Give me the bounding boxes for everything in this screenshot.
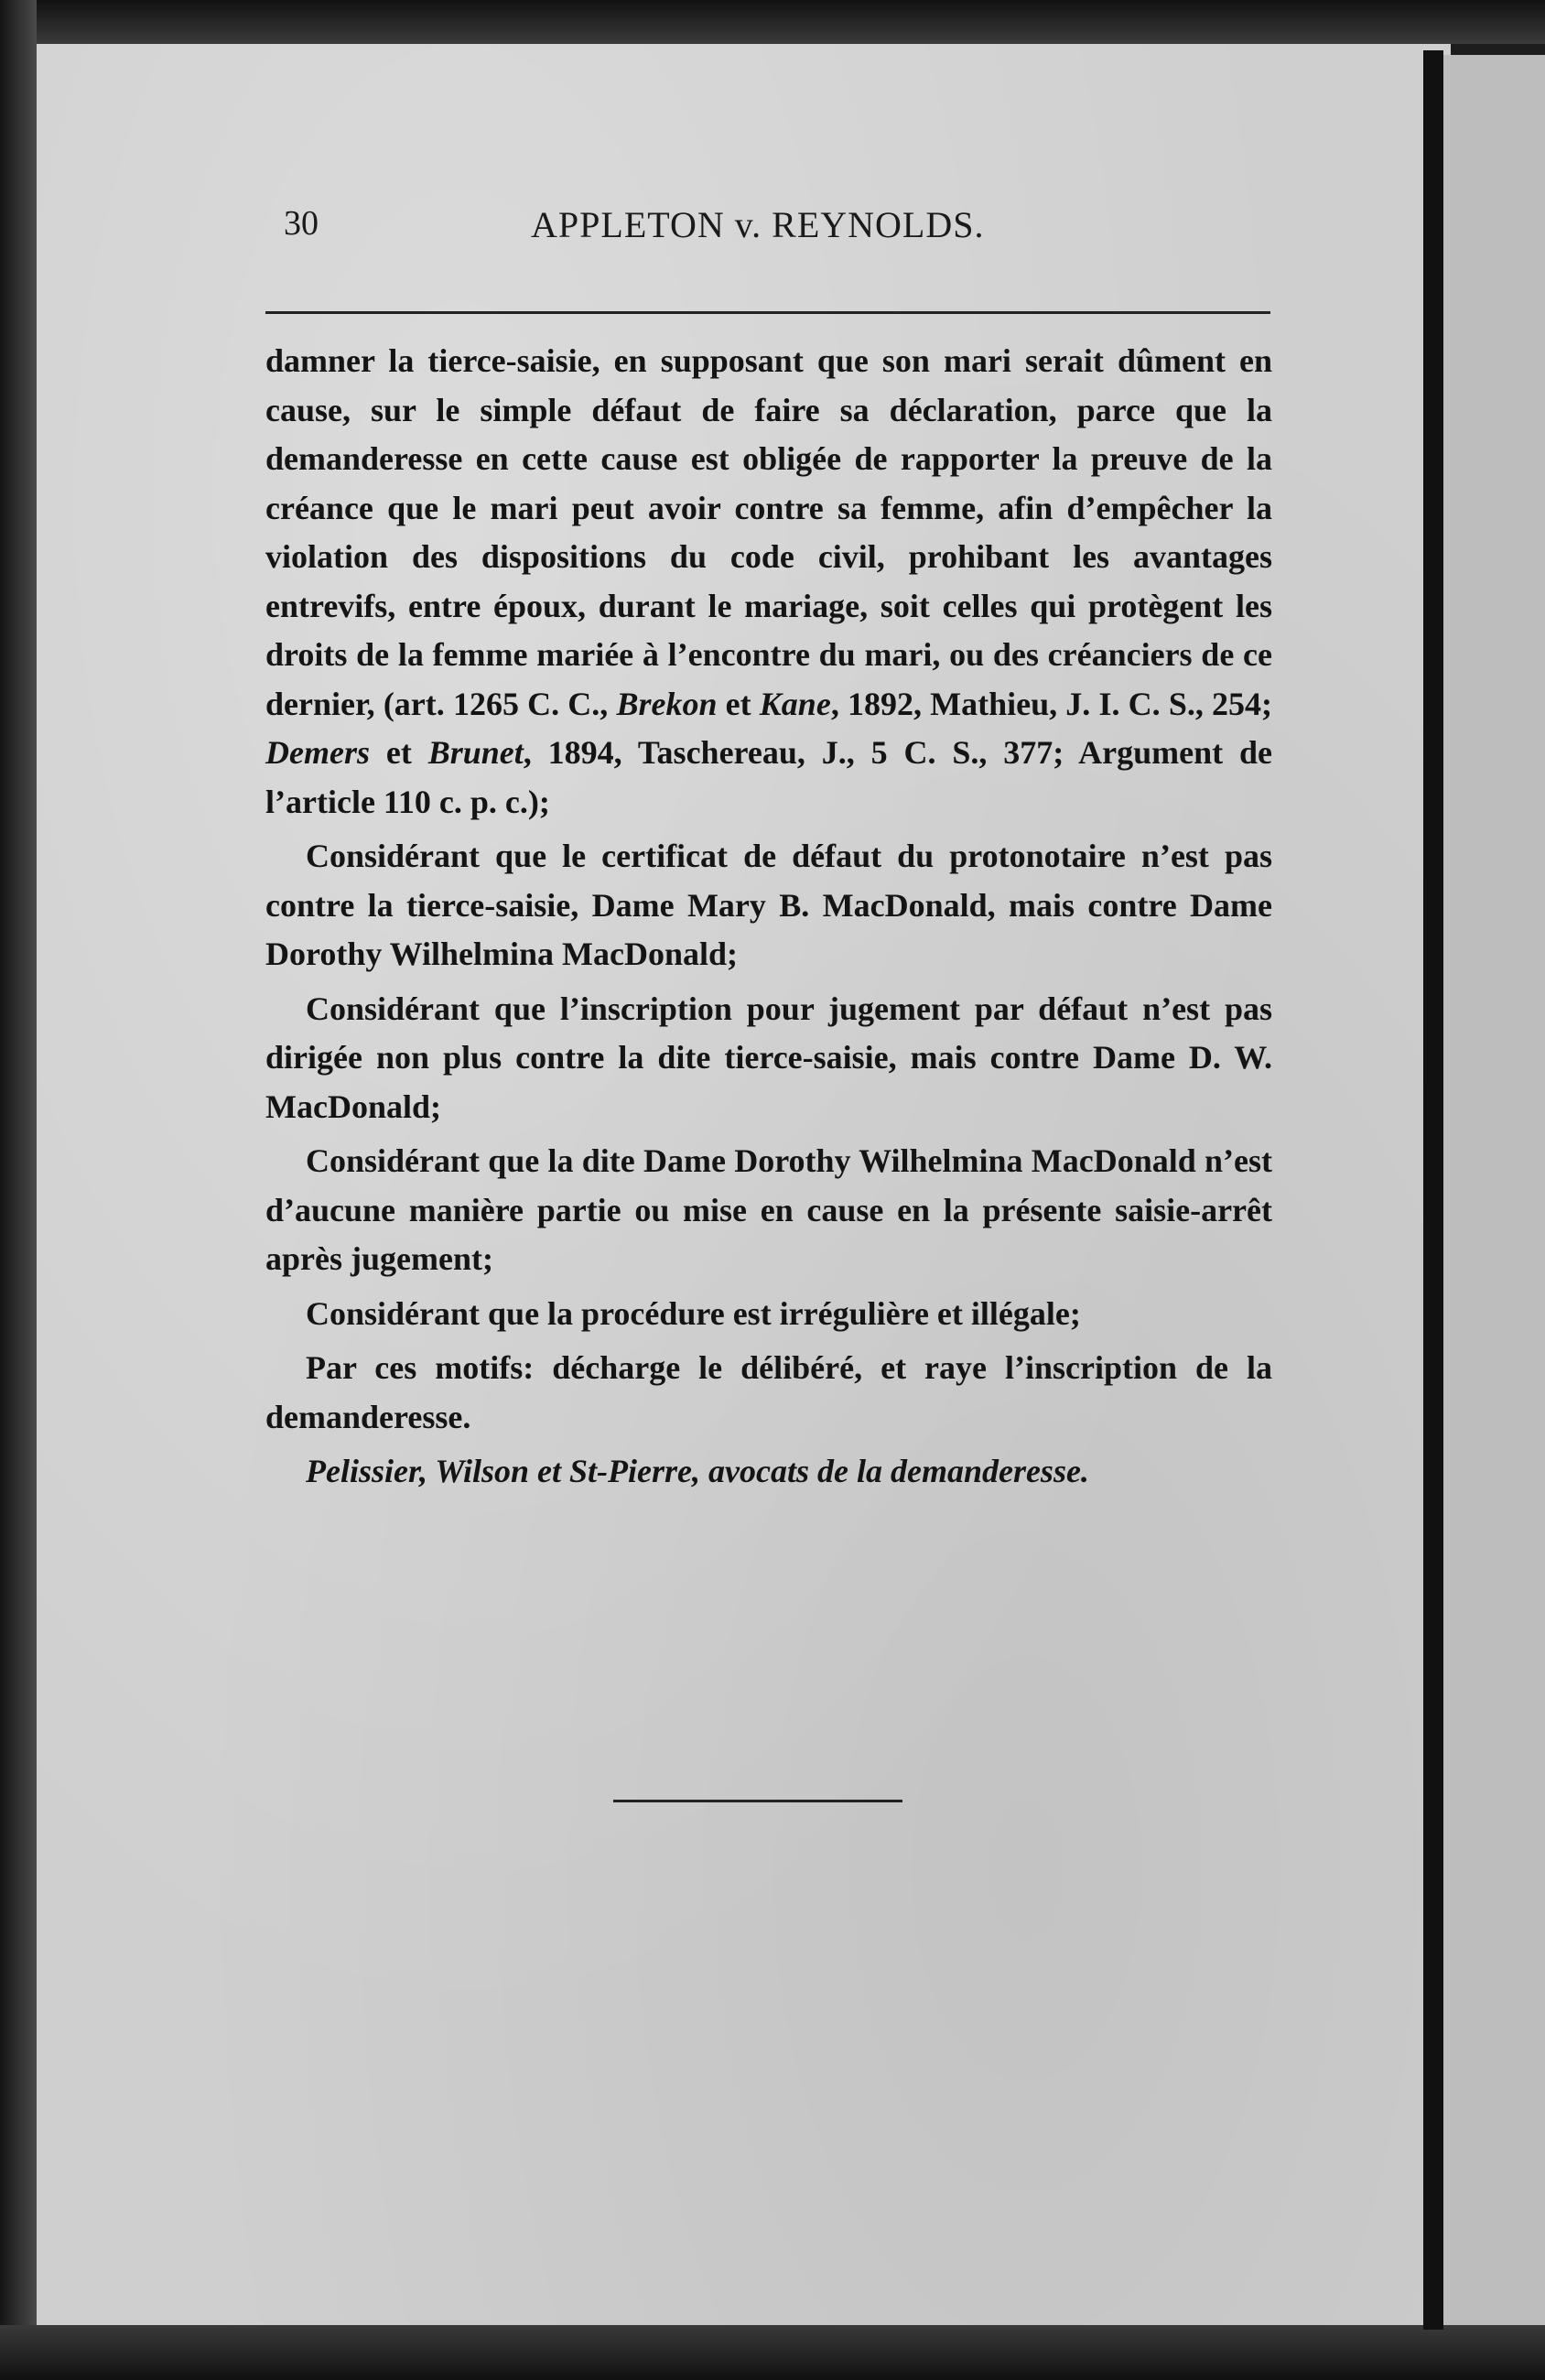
paragraph-considerant-certificat: Considérant que le certificat de défaut du protonotaire n’est pas contre la tierce-saisie, Dame Mary B. MacDonald, mais contre Dame Dorothy Wilhelmina MacDonald; bbox=[265, 838, 1272, 972]
scan-bottom-edge bbox=[0, 2325, 1545, 2380]
paragraph-text: , 1894, Taschereau, J., 5 C. S., 377; Argument de l’article 110 c. p. c.); bbox=[265, 734, 1272, 820]
scan-top-edge bbox=[0, 0, 1545, 44]
paragraph-text: , 1892, Mathieu, J. I. C. S., 254; bbox=[830, 685, 1273, 722]
case-name: Demers bbox=[265, 734, 370, 771]
end-rule bbox=[613, 1800, 902, 1802]
header-rule bbox=[265, 311, 1270, 314]
paragraph-text: et bbox=[717, 685, 760, 722]
paragraph-continuation bbox=[265, 337, 1272, 827]
paragraph-considerant-inscription: Considérant que l’inscription pour jugement par défaut n’est pas dirigée non plus contre la dite tierce-saisie, mais contre Dame D. W. MacDonald; bbox=[265, 990, 1272, 1125]
page-number: 30 bbox=[284, 204, 319, 243]
case-name: Kane bbox=[759, 685, 831, 722]
paragraph-text: et bbox=[369, 734, 428, 771]
case-name: Brekon bbox=[616, 685, 718, 722]
case-name: Brunet bbox=[427, 734, 524, 771]
paragraph-considerant-procedure: Considérant que la procédure est irrégulière et illégale; bbox=[306, 1294, 1081, 1332]
facing-page-edge bbox=[1443, 55, 1545, 2325]
paragraph-text: damner la tierce-saisie, en supposant que son mari serait dûment en cause, sur le simple défaut de faire sa déclaration, parce que la demanderesse en cette cause est obligée de rapporter la preuve de la créance que le mari peut avoir contre sa femme, afin d’empêcher la violation des dispositions du code civil, prohibant les avantages entrevifs, entre époux, durant le mariage, soit celles qui protègent les droits de la femme mariée à l’encontre du mari, ou des créanciers de ce dernier, (art. 1265 C. C., bbox=[265, 342, 1272, 722]
book-spine bbox=[1423, 50, 1443, 2330]
running-head bbox=[284, 203, 1272, 258]
body-text bbox=[265, 337, 1272, 1497]
paragraph-considerant-partie: Considérant que la dite Dame Dorothy Wilhelmina MacDonald n’est d’aucune manière partie ou mise en cause en la présente saisie-arrêt après jugement; bbox=[265, 1142, 1272, 1277]
running-title: APPLETON v. REYNOLDS. bbox=[531, 204, 985, 245]
paragraph-par-ces-motifs: Par ces motifs: décharge le délibéré, et raye l’inscription de la demanderesse. bbox=[265, 1349, 1272, 1435]
scan-left-edge bbox=[0, 0, 37, 2380]
paragraph-avocats: Pelissier, Wilson et St-Pierre, avocats de la demanderesse. bbox=[306, 1453, 1089, 1489]
